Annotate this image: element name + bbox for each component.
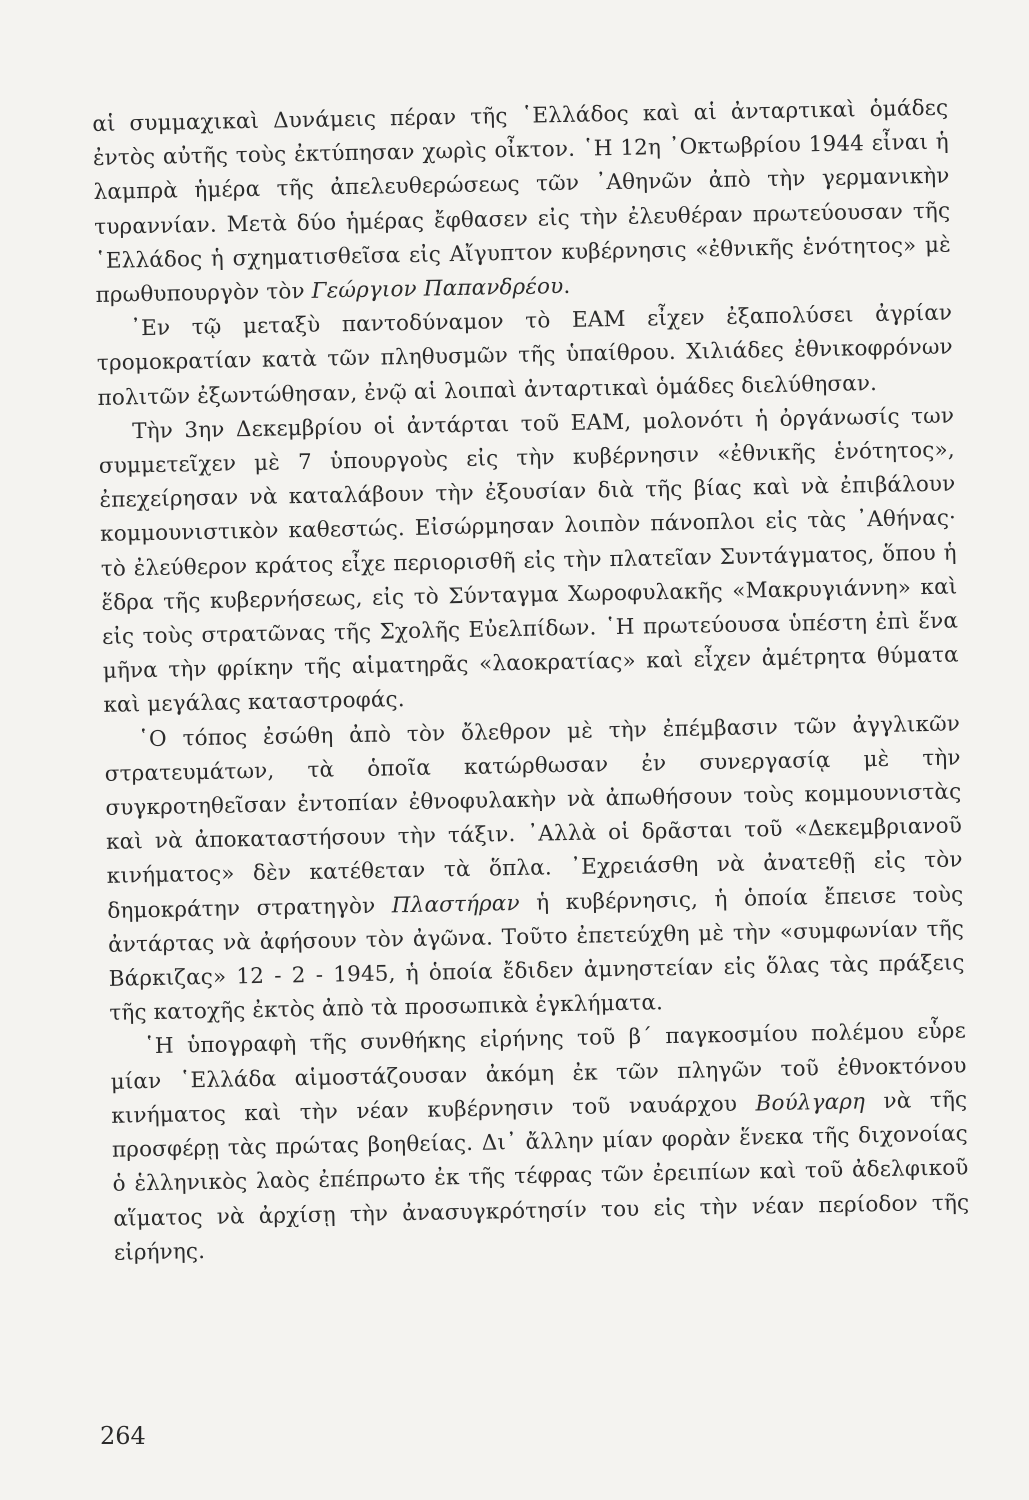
text-run: ῾Η ὑπογραφὴ τῆς συνθήκης εἰρήνης τοῦ β΄ παγκοσμίου πολέμου εὗρε μίαν ῾Ελλάδα αἱμοστάζουσαν ἀκόμη ἐκ τῶν πληγῶν τοῦ ἐθνοκτόνου κινήματος καὶ τὴν νέαν κυβέρνησιν τοῦ ναυάρχου (110, 1018, 967, 1129)
paragraph-5 (110, 1015, 970, 1271)
text-run: . (563, 273, 571, 299)
page-number: 264 (100, 1422, 146, 1450)
text-run: Τὴν 3ην Δεκεμβρίου οἱ ἀντάρται τοῦ ΕΑΜ, μολονότι ἡ ὀργάνωσίς των συμμετεῖχεν μὲ 7 ὑπουργοὺς εἰς τὴν κυβέρνησιν «ἐθνικῆς ἑνότητος», ἐπεχείρησαν νὰ καταλάβουν τὴν ἐξουσίαν διὰ τῆς βίας καὶ νὰ ἐπιβάλουν κομμουνιστικὸν καθεστώς. Εἰσώρμησαν λοιπὸν πάνοπλοι εἰς τὰς ᾿Αθήνας· τὸ ἐλεύθερον κράτος εἶχε περιορισθῆ εἰς τὴν πλατεῖαν Συντάγματος, ὅπου ἡ ἕδρα τῆς κυβερνήσεως, εἰς τὸ Σύνταγμα Χωροφυλακῆς «Μακρυγιάννη» καὶ εἰς τοὺς στρατῶνας τῆς Σχολῆς Εὐελπίδων. ῾Η πρωτεύουσα ὑπέστη ἐπὶ ἕνα μῆνα τὴν φρίκην τῆς αἱματηρᾶς «λαοκρατίας» καὶ εἶχεν ἀμέτρητα θύματα καὶ μεγάλας καταστροφάς. (98, 403, 959, 719)
paragraph-2 (96, 297, 954, 416)
text-run: ἡ κυβέρνησις, ἡ ὁποία ἔπεισε τοὺς ἀντάρτας νὰ ἀφήσουν τὸν ἀγῶνα. Τοῦτο ἐπετεύχθη μὲ τὴν «συμφωνίαν τῆς Βάρκιζας» 12 - 2 - 1945, ἡ ὁποία ἔδιδεν ἀμνηστείαν εἰς ὅλας τὰς πράξεις τῆς κατοχῆς ἐκτὸς ἀπὸ τὰ προσωπικὰ ἐγκλήματα. (107, 882, 965, 1027)
paragraph-1 (92, 92, 952, 314)
paragraph-4 (104, 707, 966, 1031)
text-run: ῾Ο τόπος ἐσώθη ἀπὸ τὸν ὄλεθρον μὲ τὴν ἐπέμβασιν τῶν ἀγγλικῶν στρατευμάτων, τὰ ὁποῖα κατώρθωσαν ἐν συνεργασίᾳ μὲ τὴν συγκροτηθεῖσαν ἐντοπίαν ἐθνοφυλακὴν νὰ ἀπωθήσουν τοὺς κομμουνιστὰς καὶ νὰ ἀποκαταστήσουν τὴν τάξιν. ᾿Αλλὰ οἱ δρᾶσται τοῦ «Δεκεμβριανοῦ κινήματος» δὲν κατέθεταν τὰ ὅπλα. ᾿Εχρειάσθη νὰ ἀνατεθῇ εἰς τὸν δημοκράτην στρατηγὸν (104, 711, 963, 924)
page-body (92, 92, 970, 1271)
italic-name: Πλαστήραν (391, 890, 520, 919)
text-run: νὰ τῆς προσφέρῃ τὰς πρώτας βοηθείας. Δι᾿ ἄλλην μίαν φορὰν ἕνεκα τῆς διχονοίας ὁ ἑλληνικὸς λαὸς ἐπέπρωτο ἐκ τῆς τέφρας τῶν ἐρειπίων καὶ τοῦ ἀδελφικοῦ αἵματος νὰ ἀρχίσῃ τὴν ἀνασυγκρότησίν του εἰς τὴν νέαν περίοδον τῆς εἰρήνης. (111, 1087, 970, 1266)
italic-name: Γεώργιον Παπανδρέου (311, 274, 564, 304)
italic-name: Βούλγαρη (755, 1089, 866, 1117)
text-run: αἱ συμμαχικαὶ Δυνάμεις πέραν τῆς ῾Ελλάδος καὶ αἱ ἀνταρτικαὶ ὁμάδες ἐντὸς αὐτῆς τοὺς ἐκτύπησαν χωρὶς οἶκτον. ῾Η 12η ᾿Οκτωβρίου 1944 εἶναι ἡ λαμπρὰ ἡμέρα τῆς ἀπελευθερώσεως τῶν ᾿Αθηνῶν ἀπὸ τὴν γερμανικὴν τυραννίαν. Μετὰ δύο ἡμέρας ἔφθασεν εἰς τὴν ἐλευθέραν πρωτεύουσαν τῆς ῾Ελλάδος ἡ σχηματισθεῖσα εἰς Αἴγυπτον κυβέρνησις «ἐθνικῆς ἑνότητος» μὲ πρωθυπουργὸν τὸν (92, 95, 952, 308)
text-run: ᾿Εν τῷ μεταξὺ παντοδύναμον τὸ ΕΑΜ εἶχεν ἐξαπολύσει ἀγρίαν τρομοκρατίαν κατὰ τῶν πληθυσμῶν τῆς ὑπαίθρου. Χιλιάδες ἐθνικοφρόνων πολιτῶν ἐξωντώθησαν, ἐνῷ αἱ λοιπαὶ ἀνταρτικαὶ ὁμάδες διελύθησαν. (96, 300, 953, 411)
paragraph-3 (98, 399, 960, 723)
